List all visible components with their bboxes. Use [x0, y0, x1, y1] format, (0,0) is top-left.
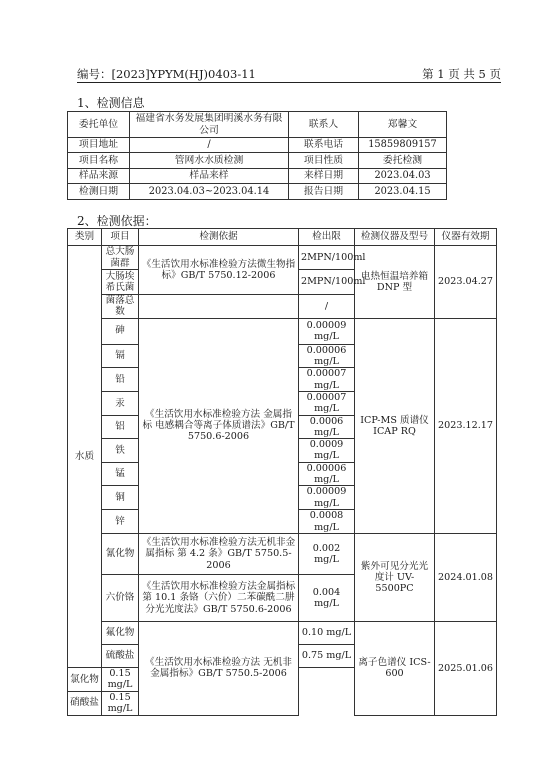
item-name: 铜: [102, 486, 139, 510]
limit-cell: 0.0006 mg/L: [299, 415, 355, 439]
section-title-info: 1、检测信息: [77, 96, 145, 110]
table-row: [68, 318, 497, 344]
project-label: 项目名称: [68, 153, 130, 169]
item-name: 锌: [102, 510, 139, 534]
col-header-category: 类别: [68, 229, 102, 246]
instrument-cell: 紫外可见分光光度计 UV-5500PC: [355, 534, 435, 622]
source-label: 样品来源: [68, 169, 130, 184]
item-name: 氯化物: [68, 668, 102, 692]
item-name: 铅: [102, 368, 139, 392]
instrument-cell: ICP-MS 质谱仪 ICAP RQ: [355, 318, 435, 533]
section-title-basis: 2、检测依据：: [77, 214, 157, 228]
limit-cell: 0.00007 mg/L: [299, 391, 355, 415]
limit-cell: 2MPN/100ml: [299, 270, 355, 295]
test-date-value: 2023.04.03~2023.04.14: [130, 184, 289, 200]
limit-cell: 0.004 mg/L: [299, 575, 355, 622]
instrument-cell: 电热恒温培养箱 DNP 型: [355, 246, 435, 319]
limit-cell: /: [299, 295, 355, 319]
limit-cell: 0.002 mg/L: [299, 534, 355, 575]
report-date-value: 2023.04.15: [359, 184, 447, 200]
nature-value: 委托检测: [359, 153, 447, 169]
item-name: 大肠埃希氏菌: [102, 270, 139, 295]
method-cell: 《生活饮用水标准检验方法金属指标第 10.1 条铬（六价）二苯碳酰二肼分光光度法》GB/T 5750.6-2006: [139, 575, 299, 622]
address-value: /: [130, 138, 289, 153]
item-name: 菌落总数: [102, 295, 139, 319]
validity-cell: 2023.04.27: [435, 246, 497, 319]
sample-date-value: 2023.04.03: [359, 169, 447, 184]
report-number: 编号：[2023]YPYM(HJ)0403-11: [77, 67, 256, 81]
contact-value: 郑馨文: [359, 112, 447, 138]
item-name: 总大肠菌群: [102, 246, 139, 270]
method-cell: 《生活饮用水标准检验方法无机非金属指标 第 4.2 条》GB/T 5750.5-2006: [139, 534, 299, 575]
method-cell: 《生活饮用水标准检验方法 金属指标 电感耦合等离子体质谱法》GB/T 5750.6-2006: [139, 318, 299, 533]
item-name: 砷: [102, 318, 139, 344]
sample-date-label: 来样日期: [289, 169, 359, 184]
page-info: 第 1 页 共 5 页: [422, 67, 501, 81]
phone-value: 15859809157: [359, 138, 447, 153]
report-date-label: 报告日期: [289, 184, 359, 200]
col-header-item: 项目: [102, 229, 139, 246]
report-header: [77, 66, 501, 83]
limit-cell: 2MPN/100ml: [299, 246, 355, 270]
item-name: 硝酸盐: [68, 691, 102, 715]
validity-cell: 2023.12.17: [435, 318, 497, 533]
limit-cell: 0.10 mg/L: [299, 622, 355, 645]
item-name: 氟化物: [102, 622, 139, 645]
address-label: 项目地址: [68, 138, 130, 153]
limit-cell: 0.00007 mg/L: [299, 368, 355, 392]
validity-cell: 2024.01.08: [435, 534, 497, 622]
source-value: 样品来样: [130, 169, 289, 184]
table-row: [68, 246, 497, 270]
category-cell: 水质: [68, 246, 102, 668]
limit-cell: 0.75 mg/L: [299, 645, 355, 668]
validity-cell: 2025.01.06: [435, 622, 497, 716]
instrument-cell: 离子色谱仪 ICS-600: [355, 622, 435, 716]
basis-table: [67, 228, 497, 716]
project-value: 管网水水质检测: [130, 153, 289, 169]
limit-cell: 0.0008 mg/L: [299, 510, 355, 534]
item-name: 锰: [102, 462, 139, 486]
phone-label: 联系电话: [289, 138, 359, 153]
col-header-instrument: 检测仪器及型号: [355, 229, 435, 246]
limit-cell: 0.0009 mg/L: [299, 439, 355, 463]
method-cell: 《生活饮用水标准检验方法微生物指标》GB/T 5750.12-2006: [139, 246, 299, 295]
client-value: 福建省水务发展集团明溪水务有限公司: [130, 112, 289, 138]
col-header-method: 检测依据: [139, 229, 299, 246]
table-row: [68, 534, 497, 575]
limit-cell: 0.15 mg/L: [102, 668, 139, 692]
table-row: [68, 622, 497, 645]
item-name: 镉: [102, 344, 139, 368]
limit-cell: 0.15 mg/L: [102, 691, 139, 715]
col-header-limit: 检出限: [299, 229, 355, 246]
test-date-label: 检测日期: [68, 184, 130, 200]
col-header-validity: 仪器有效期: [435, 229, 497, 246]
limit-cell: 0.00009 mg/L: [299, 486, 355, 510]
client-label: 委托单位: [68, 112, 130, 138]
nature-label: 项目性质: [289, 153, 359, 169]
limit-cell: 0.00006 mg/L: [299, 462, 355, 486]
contact-label: 联系人: [289, 112, 359, 138]
info-table: [67, 111, 447, 200]
item-name: 六价铬: [102, 575, 139, 622]
limit-cell: 0.00009 mg/L: [299, 318, 355, 344]
item-name: 铁: [102, 439, 139, 463]
item-name: 汞: [102, 391, 139, 415]
item-name: 铝: [102, 415, 139, 439]
method-cell: 《生活饮用水标准检验方法 无机非金属指标》GB/T 5750.5-2006: [139, 622, 299, 716]
item-name: 硫酸盐: [102, 645, 139, 668]
item-name: 氰化物: [102, 534, 139, 575]
limit-cell: 0.00006 mg/L: [299, 344, 355, 368]
method-cell-empty: [139, 295, 299, 319]
